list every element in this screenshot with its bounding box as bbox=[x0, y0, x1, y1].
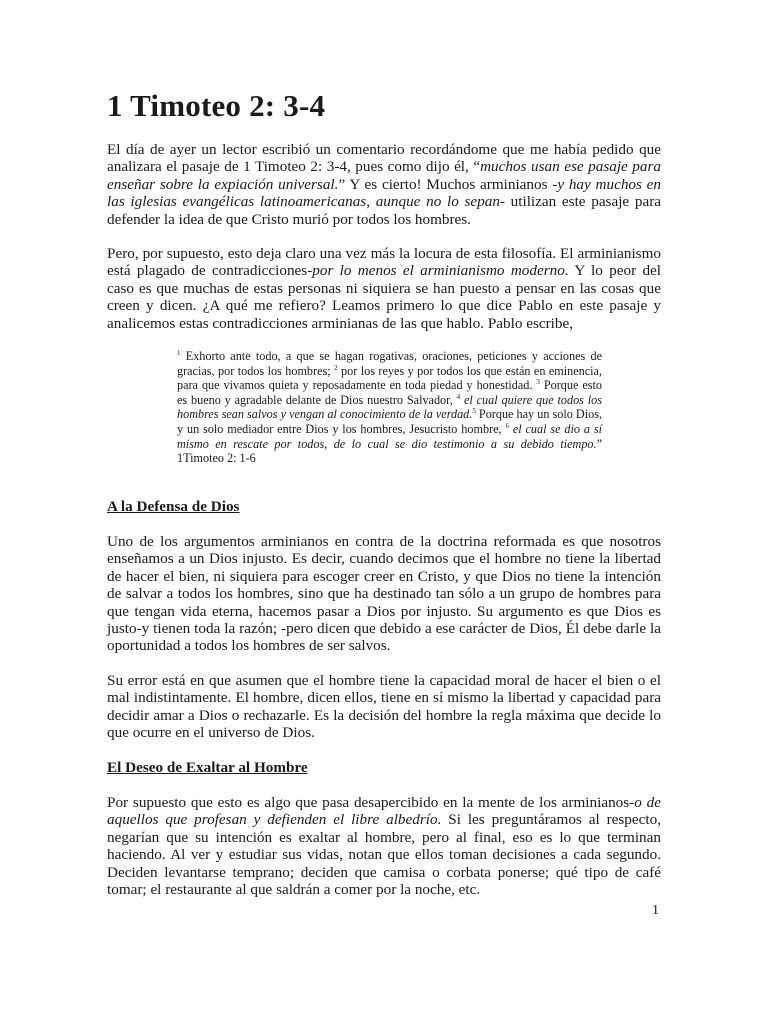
paragraph-3: Uno de los argumentos arminianos en contra de la doctrina reformada es que nosotros enseñamos a un Dios injusto. Es decir, cuando decimos que el hombre no tiene la libertad de hacer el bien, ni siquiera para escoger creer en Cristo, y que Dios no tiene la intención de salvar a todos los hombres, sino que ha destinado tan sólo a un grupo de hombres para que tengan vida eterna, hacemos pasar a Dios por injusto. Su argumento es que Dios es justo-y tienen toda la razón; -pero dicen que debido a ese carácter de Dios, Él debe darle la oportunidad a todos los hombres de ser salvos. bbox=[107, 533, 661, 655]
verse-text-italic: el cual quiere que todos los hombres sean salvos y vengan al conocimiento de la verdad. bbox=[177, 392, 602, 422]
paragraph-4: Su error está en que asumen que el hombre tiene la capacidad moral de hacer el bien o el mal indistintamente. El hombre, dicen ellos, tiene en sí mismo la libertad y capacidad para decidir amar a Dios o rechazarle. Es la decisión del hombre la regla máxima que decide lo que ocurre en el universo de Dios. bbox=[107, 672, 661, 742]
verse-text: por los reyes y por todos los que están en eminencia, para que vivamos quieta y reposadamente en toda piedad y honestidad. bbox=[177, 363, 603, 393]
paragraph-text: El día de ayer un lector escribió un comentario recordándome que me había pedido que analizara el pasaje de 1 Timoteo 2: 3-4, pues como dijo él, “ bbox=[107, 141, 661, 176]
verse-number: 5 bbox=[472, 407, 476, 416]
verse-text: Exhorto ante todo, a que se hagan rogativas, oraciones, peticiones y acciones de gracias, por todos los hombres; bbox=[177, 349, 602, 378]
quote-reference: ” 1Timoteo 2: 1-6 bbox=[177, 436, 602, 466]
paragraph-text: Si les preguntáramos al respecto, negarían que su intención es exaltar al hombre, pero al final, eso es lo que terminan haciendo. Al ver y estudiar sus vidas, notan que ellos toman decisiones a cada segundo. Deciden levantarse temprano; deciden que camisa o corbata ponerse; qué tipo de café tomar; el restaurante al que saldrán a comer por la noche, etc. bbox=[107, 811, 661, 899]
paragraph-text: Y lo peor del caso es que muchas de estas personas ni siquiera se han puesto a pensar en las cosas que creen y dicen. ¿A qué me refiero? Leamos primero lo que dice Pablo en este pasaje y analicemos estas contradicciones arminianas de las que hablo. Pablo escribe, bbox=[107, 262, 662, 332]
paragraph-italic: y hay muchos en las iglesias evangélicas latinoamericanas, aunque no lo sepan- bbox=[107, 175, 662, 211]
paragraph-text: ” Y es cierto! Muchos arminianos - bbox=[338, 175, 558, 193]
scripture-quote bbox=[177, 349, 602, 466]
paragraph-2 bbox=[107, 245, 661, 332]
paragraph-1 bbox=[107, 141, 661, 228]
paragraph-text: Pero, por supuesto, esto deja claro una vez más la locura de esta filosofía. El arminianismo está plagado de contradicciones- bbox=[107, 245, 661, 280]
verse-number: 4 bbox=[456, 392, 461, 401]
paragraph-italic: por lo menos el arminianismo moderno. bbox=[312, 262, 569, 280]
page-title: 1 Timoteo 2: 3-4 bbox=[107, 88, 326, 123]
verse-number: 2 bbox=[334, 363, 338, 372]
verse-text: Porque hay un solo Dios, y un solo mediador entre Dios y los hombres, Jesucristo hombre, bbox=[177, 407, 602, 436]
verse-number: 3 bbox=[536, 378, 540, 387]
section-heading-defensa: A la Defensa de Dios bbox=[107, 498, 240, 515]
paragraph-5 bbox=[107, 794, 661, 898]
section-heading-deseo: El Deseo de Exaltar al Hombre bbox=[107, 759, 308, 776]
verse-number: 6 bbox=[505, 421, 509, 430]
paragraph-italic: muchos usan ese pasaje para enseñar sobre la expiación universal. bbox=[107, 158, 662, 193]
verse-text-italic: el cual se dio a sí mismo en rescate por todos, de lo cual se dio testimonio a su debido tiempo. bbox=[177, 421, 602, 451]
verse-number: 1 bbox=[177, 348, 181, 357]
paragraph-italic: o de aquellos que profesan y defienden el libre albedrío. bbox=[107, 794, 661, 829]
verse-text: Porque esto es bueno y agradable delante de Dios nuestro Salvador, bbox=[177, 378, 602, 407]
paragraph-text: utilizan este pasaje para defender la idea de que Cristo murió por todos los hombres. bbox=[107, 193, 661, 228]
paragraph-text: Por supuesto que esto es algo que pasa desapercibido en la mente de los arminianos- bbox=[107, 794, 635, 811]
page-number: 1 bbox=[652, 903, 659, 918]
